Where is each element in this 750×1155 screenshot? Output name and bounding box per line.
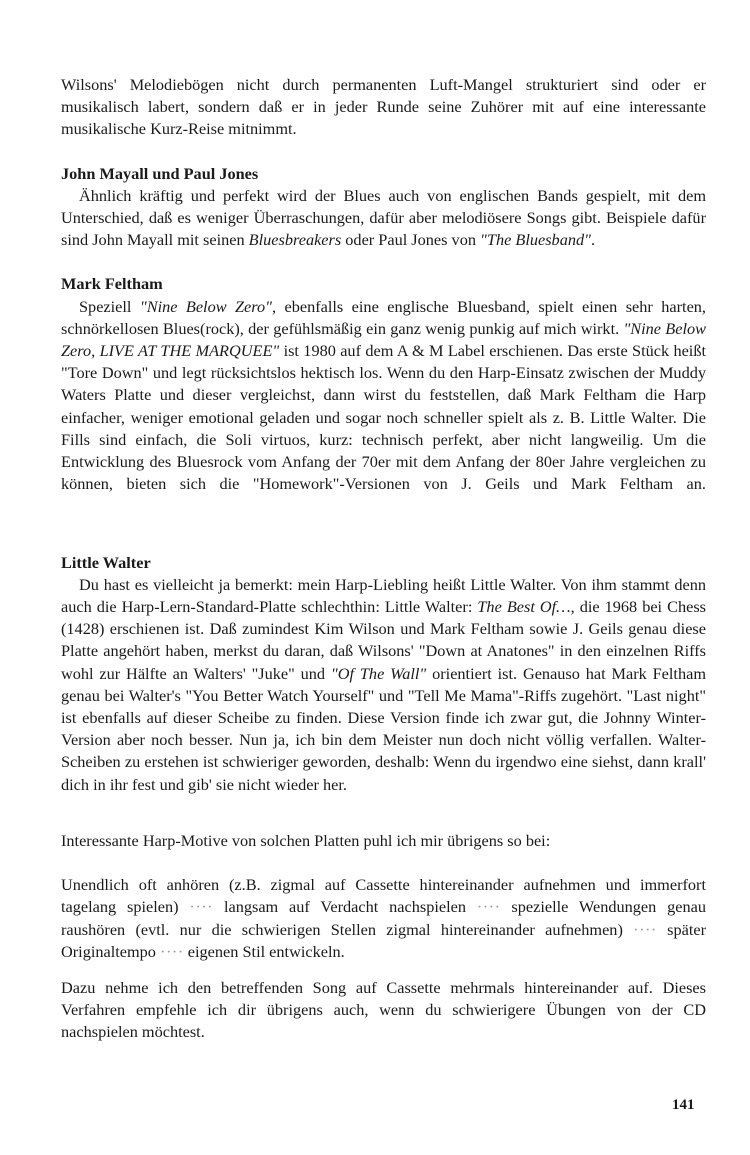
text-run: orientiert ist. Genauso hat Mark Feltham genau bei Walter's "You Better Watch Yourself" und "Tell Me Mama"-Riffs zugehört. "Last night" ist ebenfalls auf dieser Scheibe zu finden. Diese Version finde ich zwar gut, die Johnny Winter-Version aber noch besser. Nun ja, ich bin dem Meister nun doch nicht völlig verfallen. Walter-Scheiben zu erstehen ist schwieriger geworden, deshalb: Wenn du irgendwo eine siehst, dann krall' dich in ihr fest und gib' sie nicht wieder her. — [61, 663, 706, 794]
paragraph-walter — [61, 574, 706, 796]
text-run: ist 1980 auf dem A & M Label erschienen. Das erste Stück heißt "Tore Down" und legt rücksichtslos hektisch los. Wenn du den Harp-Einsatz zwischen der Muddy Waters Platte und dieser vergleichst, dann wirst du feststellen, daß Mark Feltham die Harp einfacher, weniger emotional geladen und sogar noch schneller spielt als z. B. Little Walter. Die Fills sind einfach, die Soli virtuos, kurz: technisch perfekt, aber nicht langweilig. Um die Entwicklung des Bluesrock vom Anfang der 70er mit dem Anfang der 80er Jahre vergleichen zu können, bieten sich die "Homework"-Versionen von J. Geils und Mark Feltham an. — [61, 341, 706, 494]
italic-run: The Best Of… — [477, 597, 571, 617]
closing-paragraph: Dazu nehme ich den betreffenden Song auf Cassette mehrmals hintereinander auf. Dieses Verfahren empfehle ich dir übrigens auch, wenn du schwierigere Übungen von der CD nachspielen möchtest. — [61, 977, 706, 1042]
text-run: , ebenfalls eine englische Bluesband, spielt einen sehr harten, schnörkellosen Blues(rock), der gefühlsmäßig ein ganz wenig punkig auf mich wirkt. — [61, 296, 707, 338]
steps-paragraph — [61, 874, 706, 963]
page-number: 141 — [672, 1097, 695, 1113]
intro-paragraph: Wilsons' Melodiebögen nicht durch permanenten Luft-Mangel strukturiert sind oder er musikalisch labert, sondern daß er in jeder Runde seine Zuhörer mit auf eine interessante musikalische Kurz-Reise mitnimmt. — [61, 75, 706, 139]
heading-walter: Little Walter — [61, 552, 151, 572]
text-run: . — [590, 230, 596, 250]
step-text: später Originaltempo — [61, 919, 706, 961]
italic-run: "Nine Below Zero, LIVE AT THE MARQUEE" — [61, 318, 706, 361]
text-run: , die 1968 bei Chess (1428) erschienen ist. Daß zumindest Kim Wilson und Mark Feltham sowie J. Geils genau diese Platte angehört haben, merkst du daran, daß Wilsons' "Down at Anatones" in den einzelnen Riffs wohl zur Hälfte an Walters' "Juke" und — [61, 597, 706, 683]
italic-run: "Nine Below Zero" — [139, 296, 272, 316]
heading-feltham: Mark Feltham — [61, 274, 163, 294]
text-run: oder Paul Jones von — [341, 230, 481, 250]
page-body — [61, 74, 706, 1044]
motive-intro: Interessante Harp-Motive von solchen Platten puhl ich mir übrigens so bei: — [61, 830, 551, 850]
step-text: spezielle Wendungen genau raushören (evtl. nur die schwierigen Stellen zigmal hintereinander aufnehmen) — [61, 897, 706, 939]
text-run: Du hast es vielleicht ja bemerkt: mein Harp-Liebling heißt Little Walter. Von ihm stammt denn auch die Harp-Lern-Standard-Platte schlechthin: Little Walter: — [61, 574, 706, 617]
step-text: Unendlich oft anhören (z.B. zigmal auf Cassette hintereinander aufnehmen und immerfort tagelang spielen) — [61, 875, 706, 917]
italic-run: "The Bluesband" — [480, 230, 591, 250]
italic-run: Bluesbreakers — [248, 230, 342, 250]
italic-run: "Of The Wall" — [330, 663, 427, 683]
step-separator: ···· — [189, 897, 214, 917]
step-separator: ···· — [160, 941, 184, 961]
step-separator: ···· — [476, 897, 501, 917]
paragraph-mayall — [61, 185, 706, 252]
step-text: eigenen Stil entwickeln. — [187, 941, 345, 961]
text-run: Speziell — [79, 296, 140, 316]
text-run: Ähnlich kräftig und perfekt wird der Blues auch von englischen Bands gespielt, mit dem Unterschied, daß es weniger Überraschungen, dafür aber melodiösere Songs gibt. Beispiele dafür sind John Mayall mit seinen — [61, 185, 706, 250]
step-text: langsam auf Verdacht nachspielen — [223, 897, 466, 917]
paragraph-feltham — [61, 296, 706, 518]
heading-mayall: John Mayall und Paul Jones — [61, 163, 259, 183]
step-separator: ···· — [633, 919, 657, 939]
